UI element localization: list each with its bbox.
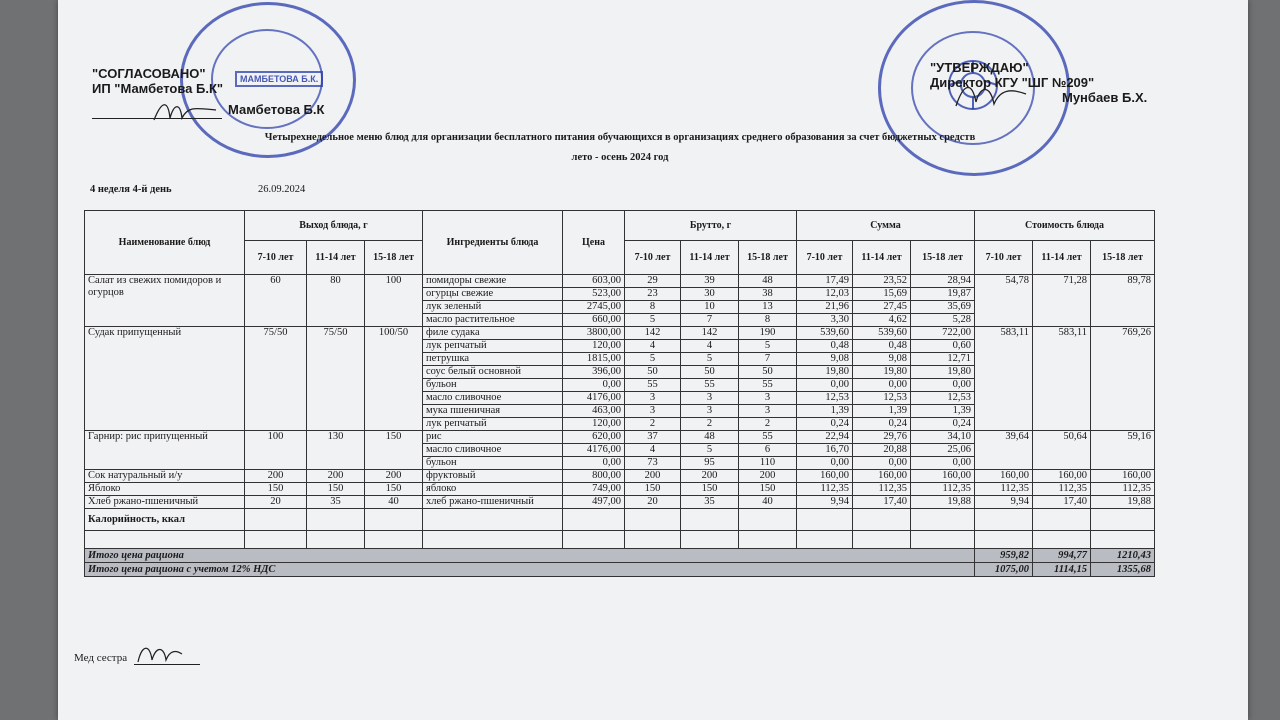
ingredient-name: яблоко [423, 483, 563, 496]
dish-cost: 59,16 [1091, 431, 1155, 470]
dish-yield: 40 [365, 496, 423, 509]
dish-yield: 200 [245, 470, 307, 483]
left-signature [150, 96, 220, 126]
header-age: 15-18 лет [1091, 241, 1155, 275]
sum-value: 21,96 [797, 301, 853, 314]
dish-yield: 80 [307, 275, 365, 327]
sum-value: 19,80 [853, 366, 911, 379]
dish-cost: 71,28 [1033, 275, 1091, 327]
brutto-value: 20 [625, 496, 681, 509]
dish-cost: 583,11 [975, 327, 1033, 431]
sum-value: 17,49 [797, 275, 853, 288]
ingredient-price: 2745,00 [563, 301, 625, 314]
ingredient-price: 620,00 [563, 431, 625, 444]
sum-value: 1,39 [797, 405, 853, 418]
sum-value: 0,60 [911, 340, 975, 353]
header-age: 15-18 лет [739, 241, 797, 275]
sum-value: 16,70 [797, 444, 853, 457]
sum-value: 12,71 [911, 353, 975, 366]
sum-value: 4,62 [853, 314, 911, 327]
sum-value: 0,00 [911, 457, 975, 470]
sum-value: 0,00 [797, 379, 853, 392]
approval-right-position: Директор КГУ "ШГ №209" [930, 75, 1095, 90]
ingredient-name: соус белый основной [423, 366, 563, 379]
sum-value: 0,00 [911, 379, 975, 392]
table-row [85, 470, 1155, 483]
brutto-value: 4 [625, 340, 681, 353]
dish-cost: 112,35 [1091, 483, 1155, 496]
brutto-value: 190 [739, 327, 797, 340]
ingredient-name: масло растительное [423, 314, 563, 327]
sum-value: 29,76 [853, 431, 911, 444]
total-row [85, 549, 1155, 563]
calories-label: Калорийность, ккал [85, 509, 245, 531]
brutto-value: 48 [681, 431, 739, 444]
brutto-value: 48 [739, 275, 797, 288]
ingredient-name: помидоры свежие [423, 275, 563, 288]
brutto-value: 37 [625, 431, 681, 444]
ingredient-price: 4176,00 [563, 444, 625, 457]
ingredient-price: 523,00 [563, 288, 625, 301]
brutto-value: 5 [681, 353, 739, 366]
dish-cost: 19,88 [1091, 496, 1155, 509]
sum-value: 12,03 [797, 288, 853, 301]
brutto-value: 2 [625, 418, 681, 431]
sum-value: 160,00 [797, 470, 853, 483]
ingredient-price: 0,00 [563, 379, 625, 392]
brutto-value: 2 [739, 418, 797, 431]
brutto-value: 95 [681, 457, 739, 470]
ingredient-price: 120,00 [563, 340, 625, 353]
brutto-value: 55 [739, 379, 797, 392]
dish-cost: 89,78 [1091, 275, 1155, 327]
dish-name: Судак припущенный [85, 327, 245, 431]
ingredient-name: лук репчатый [423, 418, 563, 431]
header-age: 7-10 лет [245, 241, 307, 275]
brutto-value: 73 [625, 457, 681, 470]
ingredient-price: 120,00 [563, 418, 625, 431]
ingredient-price: 396,00 [563, 366, 625, 379]
dish-yield: 130 [307, 431, 365, 470]
brutto-value: 150 [681, 483, 739, 496]
sum-value: 12,53 [853, 392, 911, 405]
nurse-label: Мед сестра [74, 652, 128, 664]
ingredient-name: масло сливочное [423, 392, 563, 405]
sum-value: 112,35 [797, 483, 853, 496]
sum-value: 9,08 [797, 353, 853, 366]
sum-value: 0,00 [853, 379, 911, 392]
brutto-value: 3 [681, 405, 739, 418]
header-age: 11-14 лет [681, 241, 739, 275]
brutto-value: 4 [625, 444, 681, 457]
brutto-value: 200 [625, 470, 681, 483]
sum-value: 9,94 [797, 496, 853, 509]
sum-value: 23,52 [853, 275, 911, 288]
sum-value: 27,45 [853, 301, 911, 314]
approval-right-title: "УТВЕРЖДАЮ" [930, 60, 1029, 75]
brutto-value: 6 [739, 444, 797, 457]
brutto-value: 7 [681, 314, 739, 327]
dish-name: Сок натуральный и/у [85, 470, 245, 483]
ingredient-price: 660,00 [563, 314, 625, 327]
sum-value: 22,94 [797, 431, 853, 444]
dish-cost: 9,94 [975, 496, 1033, 509]
brutto-value: 5 [625, 353, 681, 366]
sum-value: 17,40 [853, 496, 911, 509]
header-brutto: Брутто, г [625, 211, 797, 241]
brutto-value: 3 [739, 405, 797, 418]
dish-yield: 35 [307, 496, 365, 509]
sum-value: 34,10 [911, 431, 975, 444]
approval-left-org: ИП "Мамбетова Б.К" [92, 81, 224, 96]
brutto-value: 142 [681, 327, 739, 340]
sum-value: 19,88 [911, 496, 975, 509]
brutto-value: 8 [739, 314, 797, 327]
ingredient-name: мука пшеничная [423, 405, 563, 418]
brutto-value: 3 [625, 405, 681, 418]
brutto-value: 50 [739, 366, 797, 379]
header-age: 11-14 лет [853, 241, 911, 275]
table-row [85, 431, 1155, 444]
dish-cost: 160,00 [1091, 470, 1155, 483]
sum-value: 0,48 [797, 340, 853, 353]
total-vat-label: Итого цена рациона с учетом 12% НДС [85, 563, 975, 577]
brutto-value: 200 [681, 470, 739, 483]
ingredient-price: 1815,00 [563, 353, 625, 366]
dish-cost: 583,11 [1033, 327, 1091, 431]
dish-cost: 50,64 [1033, 431, 1091, 470]
sum-value: 25,06 [911, 444, 975, 457]
header-cost: Стоимость блюда [975, 211, 1155, 241]
menu-date: 26.09.2024 [258, 184, 306, 195]
sum-value: 1,39 [911, 405, 975, 418]
total-value: 959,82 [975, 549, 1033, 563]
total-vat-value: 1355,68 [1091, 563, 1155, 577]
dish-yield: 150 [365, 483, 423, 496]
season-subtitle: лето - осень 2024 год [571, 152, 669, 163]
dish-cost: 39,64 [975, 431, 1033, 470]
brutto-value: 29 [625, 275, 681, 288]
brutto-value: 39 [681, 275, 739, 288]
sum-value: 112,35 [853, 483, 911, 496]
dish-yield: 200 [307, 470, 365, 483]
week-day-label: 4 неделя 4-й день [90, 184, 172, 195]
header-age: 11-14 лет [307, 241, 365, 275]
header-sum: Сумма [797, 211, 975, 241]
brutto-value: 40 [739, 496, 797, 509]
brutto-value: 3 [739, 392, 797, 405]
document-title: Четырехнедельное меню блюд для организации бесплатного питания обучающихся в организациях среднего образования за счет бюджетных средств [264, 132, 976, 143]
ingredient-name: бульон [423, 379, 563, 392]
brutto-value: 5 [739, 340, 797, 353]
brutto-value: 142 [625, 327, 681, 340]
brutto-value: 3 [681, 392, 739, 405]
dish-cost: 112,35 [975, 483, 1033, 496]
brutto-value: 38 [739, 288, 797, 301]
sum-value: 9,08 [853, 353, 911, 366]
total-vat-row [85, 563, 1155, 577]
sum-value: 0,00 [853, 457, 911, 470]
ingredient-name: фруктовый [423, 470, 563, 483]
header-age: 7-10 лет [797, 241, 853, 275]
sum-value: 19,80 [797, 366, 853, 379]
calories-row [85, 509, 1155, 531]
ingredient-name: масло сливочное [423, 444, 563, 457]
ingredient-name: огурцы свежие [423, 288, 563, 301]
dish-cost: 160,00 [975, 470, 1033, 483]
ingredient-price: 463,00 [563, 405, 625, 418]
header-age: 7-10 лет [625, 241, 681, 275]
sum-value: 160,00 [853, 470, 911, 483]
dish-yield: 150 [365, 431, 423, 470]
sum-value: 35,69 [911, 301, 975, 314]
dish-name: Гарнир: рис припущенный [85, 431, 245, 470]
dish-name: Яблоко [85, 483, 245, 496]
ingredient-price: 0,00 [563, 457, 625, 470]
total-label: Итого цена рациона [85, 549, 975, 563]
ingredient-name: лук репчатый [423, 340, 563, 353]
dish-name: Салат из свежих помидоров и огурцов [85, 275, 245, 327]
brutto-value: 50 [625, 366, 681, 379]
sum-value: 19,87 [911, 288, 975, 301]
brutto-value: 13 [739, 301, 797, 314]
dish-cost: 54,78 [975, 275, 1033, 327]
ingredient-name: лук зеленый [423, 301, 563, 314]
dish-yield: 20 [245, 496, 307, 509]
ingredient-name: бульон [423, 457, 563, 470]
ingredient-price: 603,00 [563, 275, 625, 288]
header-ingredients: Ингредиенты блюда [423, 211, 563, 275]
dish-yield: 100 [365, 275, 423, 327]
brutto-value: 50 [681, 366, 739, 379]
brutto-value: 23 [625, 288, 681, 301]
total-vat-value: 1075,00 [975, 563, 1033, 577]
dish-yield: 75/50 [245, 327, 307, 431]
right-signature [950, 76, 1030, 112]
dish-yield: 100/50 [365, 327, 423, 431]
dish-yield: 75/50 [307, 327, 365, 431]
ingredient-price: 3800,00 [563, 327, 625, 340]
ingredient-name: хлеб ржано-пшеничный [423, 496, 563, 509]
table-row [85, 275, 1155, 288]
ingredient-price: 497,00 [563, 496, 625, 509]
dish-yield: 100 [245, 431, 307, 470]
sum-value: 3,30 [797, 314, 853, 327]
brutto-value: 35 [681, 496, 739, 509]
dish-cost: 112,35 [1033, 483, 1091, 496]
brutto-value: 8 [625, 301, 681, 314]
sum-value: 12,53 [911, 392, 975, 405]
sum-value: 112,35 [911, 483, 975, 496]
total-value: 1210,43 [1091, 549, 1155, 563]
dish-yield: 60 [245, 275, 307, 327]
sum-value: 19,80 [911, 366, 975, 379]
header-age: 15-18 лет [911, 241, 975, 275]
brutto-value: 150 [739, 483, 797, 496]
brutto-value: 55 [739, 431, 797, 444]
sum-value: 28,94 [911, 275, 975, 288]
sum-value: 0,24 [911, 418, 975, 431]
sum-value: 1,39 [853, 405, 911, 418]
header-age: 11-14 лет [1033, 241, 1091, 275]
ingredient-name: филе судака [423, 327, 563, 340]
dish-name: Хлеб ржано-пшеничный [85, 496, 245, 509]
approval-left-signer: Мамбетова Б.К [228, 102, 325, 117]
ingredient-price: 800,00 [563, 470, 625, 483]
sum-value: 539,60 [853, 327, 911, 340]
brutto-value: 110 [739, 457, 797, 470]
sum-value: 160,00 [911, 470, 975, 483]
brutto-value: 2 [681, 418, 739, 431]
table-row [85, 496, 1155, 509]
brutto-value: 3 [625, 392, 681, 405]
sum-value: 12,53 [797, 392, 853, 405]
sum-value: 5,28 [911, 314, 975, 327]
header-age: 15-18 лет [365, 241, 423, 275]
left-stamp-text: МАМБЕТОВА Б.К. [235, 71, 323, 87]
brutto-value: 30 [681, 288, 739, 301]
table-row [85, 327, 1155, 340]
total-value: 994,77 [1033, 549, 1091, 563]
brutto-value: 10 [681, 301, 739, 314]
header-dish: Наименование блюд [85, 211, 245, 275]
approval-left-title: "СОГЛАСОВАНО" [92, 66, 206, 81]
ingredient-price: 4176,00 [563, 392, 625, 405]
brutto-value: 7 [739, 353, 797, 366]
sum-value: 722,00 [911, 327, 975, 340]
sum-value: 0,00 [797, 457, 853, 470]
total-vat-value: 1114,15 [1033, 563, 1091, 577]
nurse-signature [134, 640, 184, 668]
sum-value: 15,69 [853, 288, 911, 301]
brutto-value: 55 [625, 379, 681, 392]
dish-cost: 160,00 [1033, 470, 1091, 483]
sum-value: 20,88 [853, 444, 911, 457]
header-price: Цена [563, 211, 625, 275]
sum-value: 0,48 [853, 340, 911, 353]
sum-value: 539,60 [797, 327, 853, 340]
brutto-value: 4 [681, 340, 739, 353]
header-age: 7-10 лет [975, 241, 1033, 275]
ingredient-price: 749,00 [563, 483, 625, 496]
brutto-value: 200 [739, 470, 797, 483]
ingredient-name: петрушка [423, 353, 563, 366]
approval-right-signer: Мунбаев Б.Х. [1062, 90, 1148, 105]
dish-cost: 769,26 [1091, 327, 1155, 431]
sum-value: 0,24 [797, 418, 853, 431]
header-yield: Выход блюда, г [245, 211, 423, 241]
brutto-value: 5 [681, 444, 739, 457]
brutto-value: 55 [681, 379, 739, 392]
brutto-value: 5 [625, 314, 681, 327]
menu-table [84, 210, 1155, 577]
dish-yield: 150 [245, 483, 307, 496]
ingredient-name: рис [423, 431, 563, 444]
sum-value: 0,24 [853, 418, 911, 431]
dish-yield: 150 [307, 483, 365, 496]
table-row [85, 483, 1155, 496]
brutto-value: 150 [625, 483, 681, 496]
dish-cost: 17,40 [1033, 496, 1091, 509]
dish-yield: 200 [365, 470, 423, 483]
